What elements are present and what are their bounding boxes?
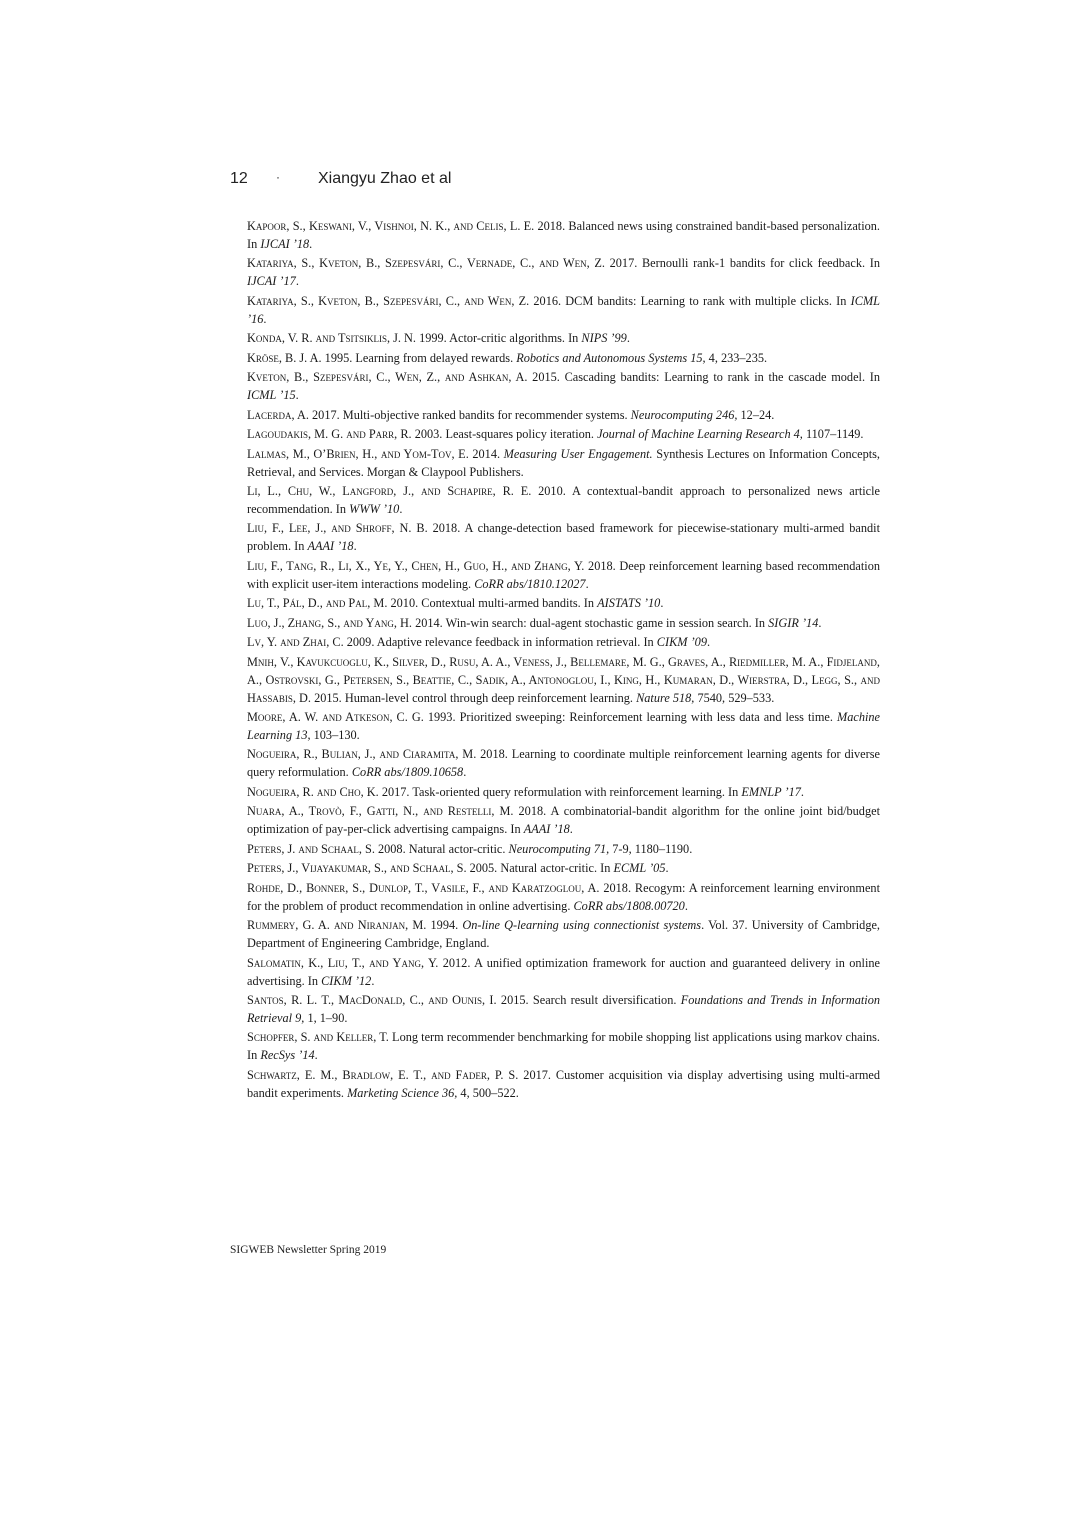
running-header: [230, 170, 451, 188]
reference-text: 2008. Natural actor-critic.: [374, 841, 509, 856]
reference-text: 2014. Win-win search: dual-agent stochastic game in session search. In: [412, 615, 769, 630]
reference-suffix: Synthesis Lectures on Information Concepts, Retrieval, and Services. Morgan & Claypool Publishers.: [247, 446, 880, 479]
reference-entry: [247, 634, 880, 652]
reference-text: 2017. Bernoulli rank-1 bandits for click feedback. In: [604, 256, 880, 271]
reference-authors: Kröse, B. J. A.: [247, 350, 322, 365]
reference-text: 2017. Multi-objective ranked bandits for recommender systems.: [308, 407, 631, 422]
reference-entry: [247, 350, 880, 368]
reference-authors: Peters, J. and Schaal, S.: [247, 841, 375, 856]
reference-venue: ECML ’05: [613, 861, 666, 876]
reference-venue: Robotics and Autonomous Systems 15,: [516, 350, 706, 365]
reference-authors: Lu, T., Pál, D., and Pal, M.: [247, 596, 388, 611]
reference-authors: Peters, J., Vijayakumar, S., and Schaal, S.: [247, 861, 467, 876]
reference-text: 1993. Prioritized sweeping: Reinforcement learning with less data and less time.: [423, 710, 837, 725]
reference-venue: Neurocomputing 71,: [508, 841, 610, 856]
reference-venue: AISTATS ’10: [597, 596, 661, 611]
reference-entry: [247, 1029, 880, 1065]
reference-authors: Nuara, A., Trovò, F., Gatti, N., and Restelli, M.: [247, 804, 514, 819]
reference-authors: Konda, V. R. and Tsitsiklis, J. N.: [247, 331, 416, 346]
header-separator: ·: [276, 170, 280, 184]
reference-text: 2018. A change-detection based framework for piecewise-stationary multi-armed bandit problem. In: [247, 521, 880, 554]
reference-suffix: 7-9, 1180–1190.: [609, 841, 693, 856]
reference-suffix: 4, 233–235.: [705, 350, 768, 365]
reference-venue: IJCAI ’17: [247, 274, 296, 289]
reference-entry: [247, 407, 880, 425]
reference-venue: Marketing Science 36,: [347, 1085, 458, 1100]
reference-venue: CIKM ’12: [321, 973, 372, 988]
reference-suffix: 1107–1149.: [802, 427, 864, 442]
reference-venue: ICML ’16: [247, 293, 880, 326]
reference-suffix: .: [314, 1048, 318, 1063]
reference-authors: Kapoor, S., Keswani, V., Vishnoi, N. K., and Celis, L. E.: [247, 219, 535, 233]
reference-text: 2017. Task-oriented query reformulation with reinforcement learning. In: [378, 784, 742, 799]
reference-text: 2016. DCM bandits: Learning to rank with multiple clicks. In: [529, 293, 851, 308]
reference-authors: Schwartz, E. M., Bradlow, E. T., and Fader, P. S.: [247, 1067, 519, 1082]
reference-authors: Liu, F., Tang, R., Li, X., Ye, Y., Chen, H., Guo, H., and Zhang, Y.: [247, 558, 585, 573]
reference-authors: Lv, Y. and Zhai, C.: [247, 635, 344, 650]
reference-venue: Machine Learning 13,: [247, 710, 880, 742]
reference-entry: [247, 330, 880, 348]
reference-entry: [247, 992, 880, 1028]
reference-text: 2015. Cascading bandits: Learning to rank in the cascade model. In: [527, 370, 880, 385]
reference-venue: SIGIR ’14: [768, 615, 819, 630]
reference-suffix: .: [818, 615, 822, 630]
reference-entry: [247, 880, 880, 916]
reference-suffix: . Vol. 37. University of Cambridge, Department of Engineering Cambridge, England.: [247, 918, 880, 951]
reference-suffix: .: [295, 274, 299, 289]
reference-entry: [247, 654, 880, 708]
reference-text: 1994.: [426, 918, 463, 933]
reference-suffix: 103–130.: [310, 727, 360, 742]
reference-text: 2003. Least-squares policy iteration.: [411, 427, 598, 442]
reference-entry: [247, 446, 880, 482]
reference-suffix: .: [706, 635, 711, 650]
reference-entry: [247, 784, 880, 802]
reference-text: 2010. A contextual-bandit approach to personalized news article recommendation. In: [247, 484, 880, 516]
reference-entry: [247, 709, 880, 745]
reference-venue: On-line Q-learning using connectionist systems: [462, 918, 702, 933]
reference-text: 2018. Learning to coordinate multiple reinforcement learning agents for diverse query reformulation.: [247, 747, 880, 780]
reference-venue: NIPS ’99: [581, 331, 627, 346]
reference-venue: Foundations and Trends in Information Retrieval 9,: [247, 993, 881, 1025]
reference-text: 1999. Actor-critic algorithms. In: [416, 331, 582, 346]
reference-text: 2005. Natural actor-critic. In: [466, 861, 614, 876]
reference-list: [247, 218, 880, 1104]
reference-text: 2018. Deep reinforcement learning based recommendation with explicit user-item interactions modeling.: [247, 558, 880, 591]
reference-venue: CoRR abs/1808.00720: [573, 898, 685, 913]
reference-suffix: .: [665, 861, 669, 876]
reference-authors: Luo, J., Zhang, S., and Yang, H.: [247, 615, 412, 630]
reference-suffix: .: [371, 973, 375, 988]
reference-venue: EMNLP ’17: [741, 784, 801, 799]
reference-entry: [247, 595, 880, 613]
reference-entry: [247, 1067, 880, 1103]
reference-entry: [247, 917, 880, 953]
reference-entry: [247, 293, 880, 329]
reference-text: 2010. Contextual multi-armed bandits. In: [387, 596, 598, 611]
reference-suffix: .: [295, 388, 299, 403]
reference-venue: Journal of Machine Learning Research 4,: [597, 427, 803, 442]
reference-venue: CIKM ’09: [656, 635, 707, 650]
reference-venue: CoRR abs/1810.12027: [474, 576, 586, 591]
reference-venue: RecSys ’14: [260, 1048, 315, 1063]
reference-venue: Neurocomputing 246,: [630, 407, 738, 422]
reference-authors: Katariya, S., Kveton, B., Szepesvári, C., Vernade, C., and Wen, Z.: [247, 256, 605, 271]
reference-authors: Santos, R. L. T., MacDonald, C., and Ounis, I.: [247, 993, 497, 1007]
reference-text: 2014.: [468, 446, 504, 461]
reference-authors: Nogueira, R. and Cho, K.: [247, 784, 379, 799]
reference-authors: Nogueira, R., Bulian, J., and Ciaramita, M.: [247, 747, 477, 762]
page-footer: SIGWEB Newsletter Spring 2019: [230, 1244, 387, 1256]
reference-suffix: 1, 1–90.: [304, 1010, 348, 1025]
reference-authors: Salomatin, K., Liu, T., and Yang, Y.: [247, 955, 439, 970]
reference-entry: [247, 860, 880, 878]
reference-suffix: .: [684, 898, 688, 913]
reference-entry: [247, 803, 880, 839]
reference-venue: ICML ’15: [247, 388, 296, 403]
reference-entry: [247, 955, 880, 991]
reference-text: 2015. Human-level control through deep reinforcement learning.: [311, 690, 637, 705]
reference-authors: Moore, A. W. and Atkeson, C. G.: [247, 710, 424, 725]
reference-suffix: .: [585, 576, 589, 591]
reference-text: 2018. Recogym: A reinforcement learning environment for the problem of product recommendation in online advertising.: [247, 880, 880, 913]
reference-suffix: .: [569, 822, 573, 837]
reference-venue: AAAI ’18: [523, 822, 570, 837]
reference-venue: WWW ’10: [349, 501, 400, 516]
reference-text: Long term recommender benchmarking for mobile shopping list applications using markov chains. In: [247, 1030, 880, 1063]
reference-suffix: .: [263, 311, 267, 326]
reference-entry: [247, 218, 880, 254]
reference-entry: [247, 426, 880, 444]
reference-suffix: .: [660, 596, 664, 611]
reference-authors: Liu, F., Lee, J., and Shroff, N. B.: [247, 521, 428, 536]
reference-text: 2017. Customer acquisition via display advertising using multi-armed bandit experiments.: [247, 1067, 880, 1100]
reference-entry: [247, 558, 880, 594]
reference-entry: [247, 369, 880, 405]
page-number: 12: [230, 170, 248, 187]
reference-suffix: 7540, 529–533.: [694, 690, 775, 705]
header-authors: Xiangyu Zhao et al: [318, 170, 452, 187]
reference-text: 2015. Search result diversification.: [496, 993, 681, 1007]
reference-suffix: 12–24.: [737, 407, 775, 422]
reference-authors: Li, L., Chu, W., Langford, J., and Schapire, R. E.: [247, 484, 532, 499]
reference-suffix: .: [399, 501, 403, 516]
reference-entry: [247, 255, 880, 291]
reference-entry: [247, 520, 880, 556]
reference-authors: Mnih, V., Kavukcuoglu, K., Silver, D., Rusu, A. A., Veness, J., Bellemare, M. G., Graves, A., Riedmiller, M. A., Fidjeland, A., Ostrovski, G., Petersen, S., Beattie, C., Sadik, A., Antonoglou, I., King, H., Kumaran, D., Wierstra, D., Legg, S., and Hassabis, D.: [247, 654, 880, 705]
reference-venue: IJCAI ’18: [260, 236, 310, 251]
reference-text: 1995. Learning from delayed rewards.: [321, 350, 517, 365]
reference-entry: [247, 483, 880, 519]
reference-suffix: .: [626, 331, 630, 346]
reference-suffix: .: [800, 784, 804, 799]
reference-authors: Rummery, G. A. and Niranjan, M.: [247, 918, 427, 933]
reference-authors: Kveton, B., Szepesvári, C., Wen, Z., and Ashkan, A.: [247, 370, 528, 385]
reference-authors: Lagoudakis, M. G. and Parr, R.: [247, 427, 412, 442]
reference-suffix: .: [463, 765, 467, 780]
reference-authors: Rohde, D., Bonner, S., Dunlop, T., Vasile, F., and Karatzoglou, A.: [247, 880, 600, 895]
reference-text: 2018. A combinatorial-bandit algorithm for the online joint bid/budget optimization of pay-per-click advertising campaigns. In: [247, 804, 880, 837]
reference-entry: [247, 615, 880, 633]
reference-venue: CoRR abs/1809.10658: [351, 765, 464, 780]
reference-entry: [247, 841, 880, 859]
reference-authors: Lacerda, A.: [247, 407, 309, 422]
reference-suffix: .: [353, 539, 357, 554]
reference-text: 2009. Adaptive relevance feedback in information retrieval. In: [343, 635, 657, 650]
reference-text: 2018. Balanced news using constrained bandit-based personalization. In: [247, 219, 880, 251]
reference-venue: Nature 518,: [636, 690, 695, 705]
reference-authors: Schopfer, S. and Keller, T.: [247, 1030, 389, 1045]
reference-authors: Lalmas, M., O’Brien, H., and Yom-Tov, E.: [247, 446, 469, 461]
reference-authors: Katariya, S., Kveton, B., Szepesvári, C., and Wen, Z.: [247, 293, 530, 308]
reference-suffix: 4, 500–522.: [457, 1085, 519, 1100]
reference-text: 2012. A unified optimization framework for auction and guaranteed delivery in online advertising. In: [247, 955, 880, 988]
reference-venue: Measuring User Engagement.: [503, 446, 653, 461]
reference-venue: AAAI ’18: [307, 539, 354, 554]
reference-suffix: .: [309, 236, 313, 251]
reference-entry: [247, 746, 880, 782]
